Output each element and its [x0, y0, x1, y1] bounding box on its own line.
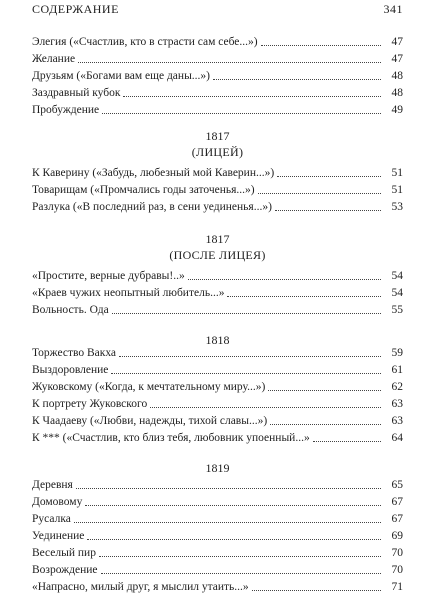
toc-entry-page: 61 [391, 364, 403, 376]
section-subtitle: (ЛИЦЕЙ) [191, 145, 244, 159]
dot-leader [150, 393, 381, 408]
toc-entry-title: Веселый пир [32, 546, 99, 560]
toc-entry-title: Пробуждение [32, 103, 102, 117]
toc-entry [32, 475, 403, 492]
toc-entry-page: 47 [391, 36, 403, 48]
dot-leader [252, 576, 381, 591]
toc-entry-title: Выздоровление [32, 363, 111, 377]
toc-entry [32, 560, 403, 577]
toc-block-lyceum [32, 163, 403, 214]
toc-entry-page: 70 [391, 547, 403, 559]
toc-block-1819 [32, 475, 403, 594]
toc-entry-title: Жуковскому («Когда, к мечтательному миру...») [32, 380, 268, 394]
dot-leader [99, 542, 381, 557]
toc-entry-title: К *** («Счастлив, кто близ тебя, любовник упоенный...» [32, 431, 313, 445]
section-year: 1818 [205, 333, 230, 347]
running-head [32, 2, 403, 18]
toc-entry [32, 411, 403, 428]
toc-entry [32, 428, 403, 445]
toc-entry-page: 64 [391, 432, 403, 444]
toc-entry [32, 66, 403, 83]
toc-entry-title: Желание [32, 52, 78, 66]
page-number: 341 [383, 2, 403, 16]
toc-entry-page: 63 [391, 398, 403, 410]
toc-block-1818 [32, 343, 403, 445]
toc-entry-title: Домовому [32, 495, 85, 509]
toc-entry [32, 577, 403, 594]
toc-entry-page: 48 [391, 70, 403, 82]
toc-entry-page: 51 [391, 167, 403, 179]
dot-leader [87, 525, 381, 540]
toc-entry-title: «Напрасно, милый друг, я мыслил утаить...» [32, 580, 252, 594]
toc-entry [32, 360, 403, 377]
toc-entry-title: К Каверину («Забудь, любезный мой Каверин...») [32, 166, 277, 180]
toc-block-continuation [32, 32, 403, 117]
toc-entry-page: 67 [391, 513, 403, 525]
toc-entry [32, 343, 403, 360]
running-head-title: СОДЕРЖАНИЕ [32, 2, 119, 16]
toc-entry-title: Товарищам («Промчались годы заточенья...») [32, 183, 258, 197]
section-year: 1817 [205, 129, 230, 143]
section-subtitle: (ПОСЛЕ ЛИЦЕЯ) [169, 248, 266, 262]
dot-leader [102, 99, 381, 114]
toc-entry-page: 55 [391, 304, 403, 316]
dot-leader [101, 559, 382, 574]
toc-entry [32, 100, 403, 117]
toc-entry [32, 283, 403, 300]
toc-entry-page: 70 [391, 564, 403, 576]
toc-entry-page: 54 [391, 270, 403, 282]
dot-leader [258, 179, 381, 194]
toc-entry-title: Возрождение [32, 563, 101, 577]
toc-entry-title: К Чаадаеву («Любви, надежды, тихой славы...») [32, 414, 270, 428]
toc-entry-title: К портрету Жуковского [32, 397, 150, 411]
toc-entry [32, 526, 403, 543]
dot-leader [85, 491, 381, 506]
dot-leader [270, 410, 381, 425]
toc-entry [32, 49, 403, 66]
toc-entry-title: «Простите, верные дубравы!..» [32, 269, 188, 283]
toc-entry [32, 197, 403, 214]
dot-leader [227, 282, 381, 297]
toc-entry [32, 300, 403, 317]
section-year: 1817 [205, 232, 230, 246]
dot-leader [78, 48, 381, 63]
toc-entry-page: 71 [391, 581, 403, 593]
toc-entry-title: Элегия («Счастлив, кто в страсти сам себе...») [32, 35, 261, 49]
dot-leader [111, 359, 381, 374]
toc-entry-page: 49 [391, 104, 403, 116]
toc-entry-page: 63 [391, 415, 403, 427]
toc-entry-title: Разлука («В последний раз, в сени уединенья...») [32, 200, 275, 214]
dot-leader [277, 162, 381, 177]
dot-leader [275, 196, 381, 211]
dot-leader [112, 299, 381, 314]
toc-entry [32, 266, 403, 283]
toc-entry-title: Друзьям («Богами вам еще даны...») [32, 69, 213, 83]
dot-leader [261, 31, 381, 46]
toc-entry-page: 59 [391, 347, 403, 359]
dot-leader [213, 65, 381, 80]
toc-entry-page: 48 [391, 87, 403, 99]
toc-entry-title: «Краев чужих неопытный любитель...» [32, 286, 227, 300]
dot-leader [123, 82, 381, 97]
dot-leader [313, 427, 381, 442]
toc-entry-page: 54 [391, 287, 403, 299]
toc-entry [32, 543, 403, 560]
toc-entry-page: 53 [391, 201, 403, 213]
toc-entry [32, 509, 403, 526]
dot-leader [188, 265, 381, 280]
toc-entry [32, 180, 403, 197]
toc-entry [32, 492, 403, 509]
toc-entry-page: 69 [391, 530, 403, 542]
toc-entry-page: 67 [391, 496, 403, 508]
dot-leader [119, 342, 381, 357]
toc-entry-title: Торжество Вакха [32, 346, 119, 360]
toc-entry [32, 32, 403, 49]
toc-entry-title: Русалка [32, 512, 74, 526]
toc-entry-page: 65 [391, 479, 403, 491]
section-year: 1819 [205, 461, 230, 475]
toc-entry-title: Заздравный кубок [32, 86, 123, 100]
toc-entry [32, 377, 403, 394]
toc-entry [32, 394, 403, 411]
dot-leader [74, 508, 381, 523]
toc-block-after-lyceum [32, 266, 403, 317]
toc-entry-title: Вольность. Ода [32, 303, 112, 317]
toc-entry-page: 62 [391, 381, 403, 393]
toc-entry-page: 47 [391, 53, 403, 65]
dot-leader [76, 474, 381, 489]
toc-entry [32, 163, 403, 180]
toc-entry-page: 51 [391, 184, 403, 196]
dot-leader [268, 376, 381, 391]
toc-entry-title: Деревня [32, 478, 76, 492]
toc-entry [32, 83, 403, 100]
toc-entry-title: Уединение [32, 529, 87, 543]
